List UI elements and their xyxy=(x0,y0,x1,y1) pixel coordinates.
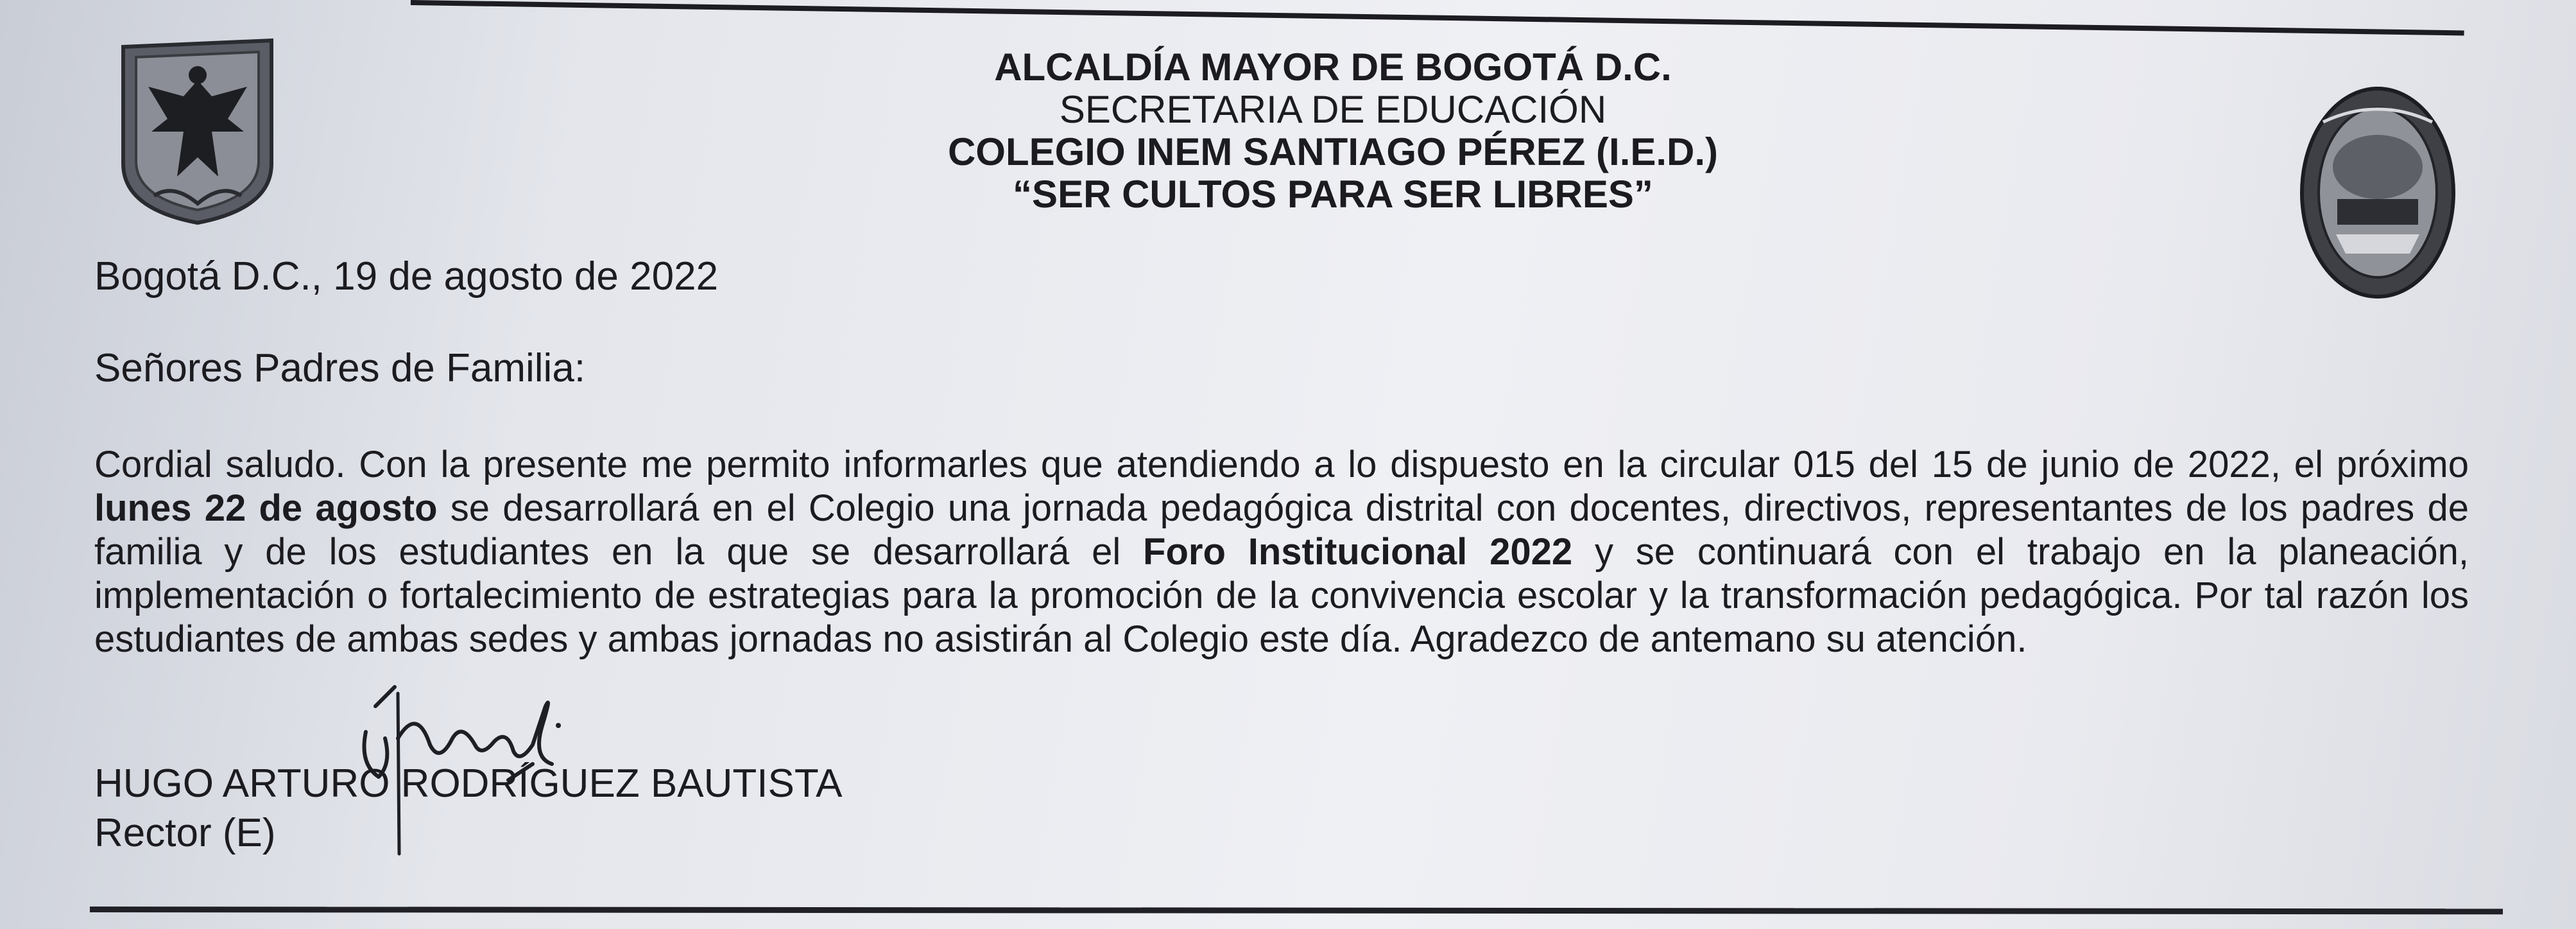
institution-line-1: ALCALDÍA MAYOR DE BOGOTÁ D.C. xyxy=(994,46,1672,89)
body-part-3: y se continuará con el trabajo en la planeación, implementación o fortalecimiento de estrategias para la promoción de la convivencia escolar y la transformación pedagógica. Por tal razón los estudiantes de ambas sedes y ambas jornadas no asistirán al Colegio este día. Agradezco de antemano su atención. xyxy=(94,531,2469,660)
institution-line-3: COLEGIO INEM SANTIAGO PÉREZ (I.E.D.) xyxy=(947,130,1719,173)
letter-greeting: Señores Padres de Familia: xyxy=(94,346,586,390)
body-part-2: se desarrollará en el Colegio una jornada pedagógica distrital con docentes, directivos, representantes de los padres de familia y de los estudiantes en la que se desarrollará el xyxy=(94,487,2469,573)
school-motto: “SER CULTOS PARA SER LIBRES” xyxy=(1013,173,1653,216)
letter-date: Bogotá D.C., 19 de agosto de 2022 xyxy=(94,254,719,299)
top-rule xyxy=(411,0,2464,35)
body-bold-forum: Foro Institucional 2022 xyxy=(1143,531,1573,573)
signatory-role: Rector (E) xyxy=(94,811,276,855)
institution-line-2: SECRETARIA DE EDUCACIÓN xyxy=(1059,88,1607,131)
body-bold-date: lunes 22 de agosto xyxy=(94,487,438,529)
signatory-name: HUGO ARTURO RODRÍGUEZ BAUTISTA xyxy=(94,761,843,806)
body-part-1: Cordial saludo. Con la presente me permito informarles que atendiendo a lo dispuesto en la circular 015 del 15 de junio de 2022, el próximo xyxy=(94,444,2469,485)
bottom-rule xyxy=(90,907,2503,914)
letterhead xyxy=(0,46,2576,216)
letter-body xyxy=(94,443,2469,661)
